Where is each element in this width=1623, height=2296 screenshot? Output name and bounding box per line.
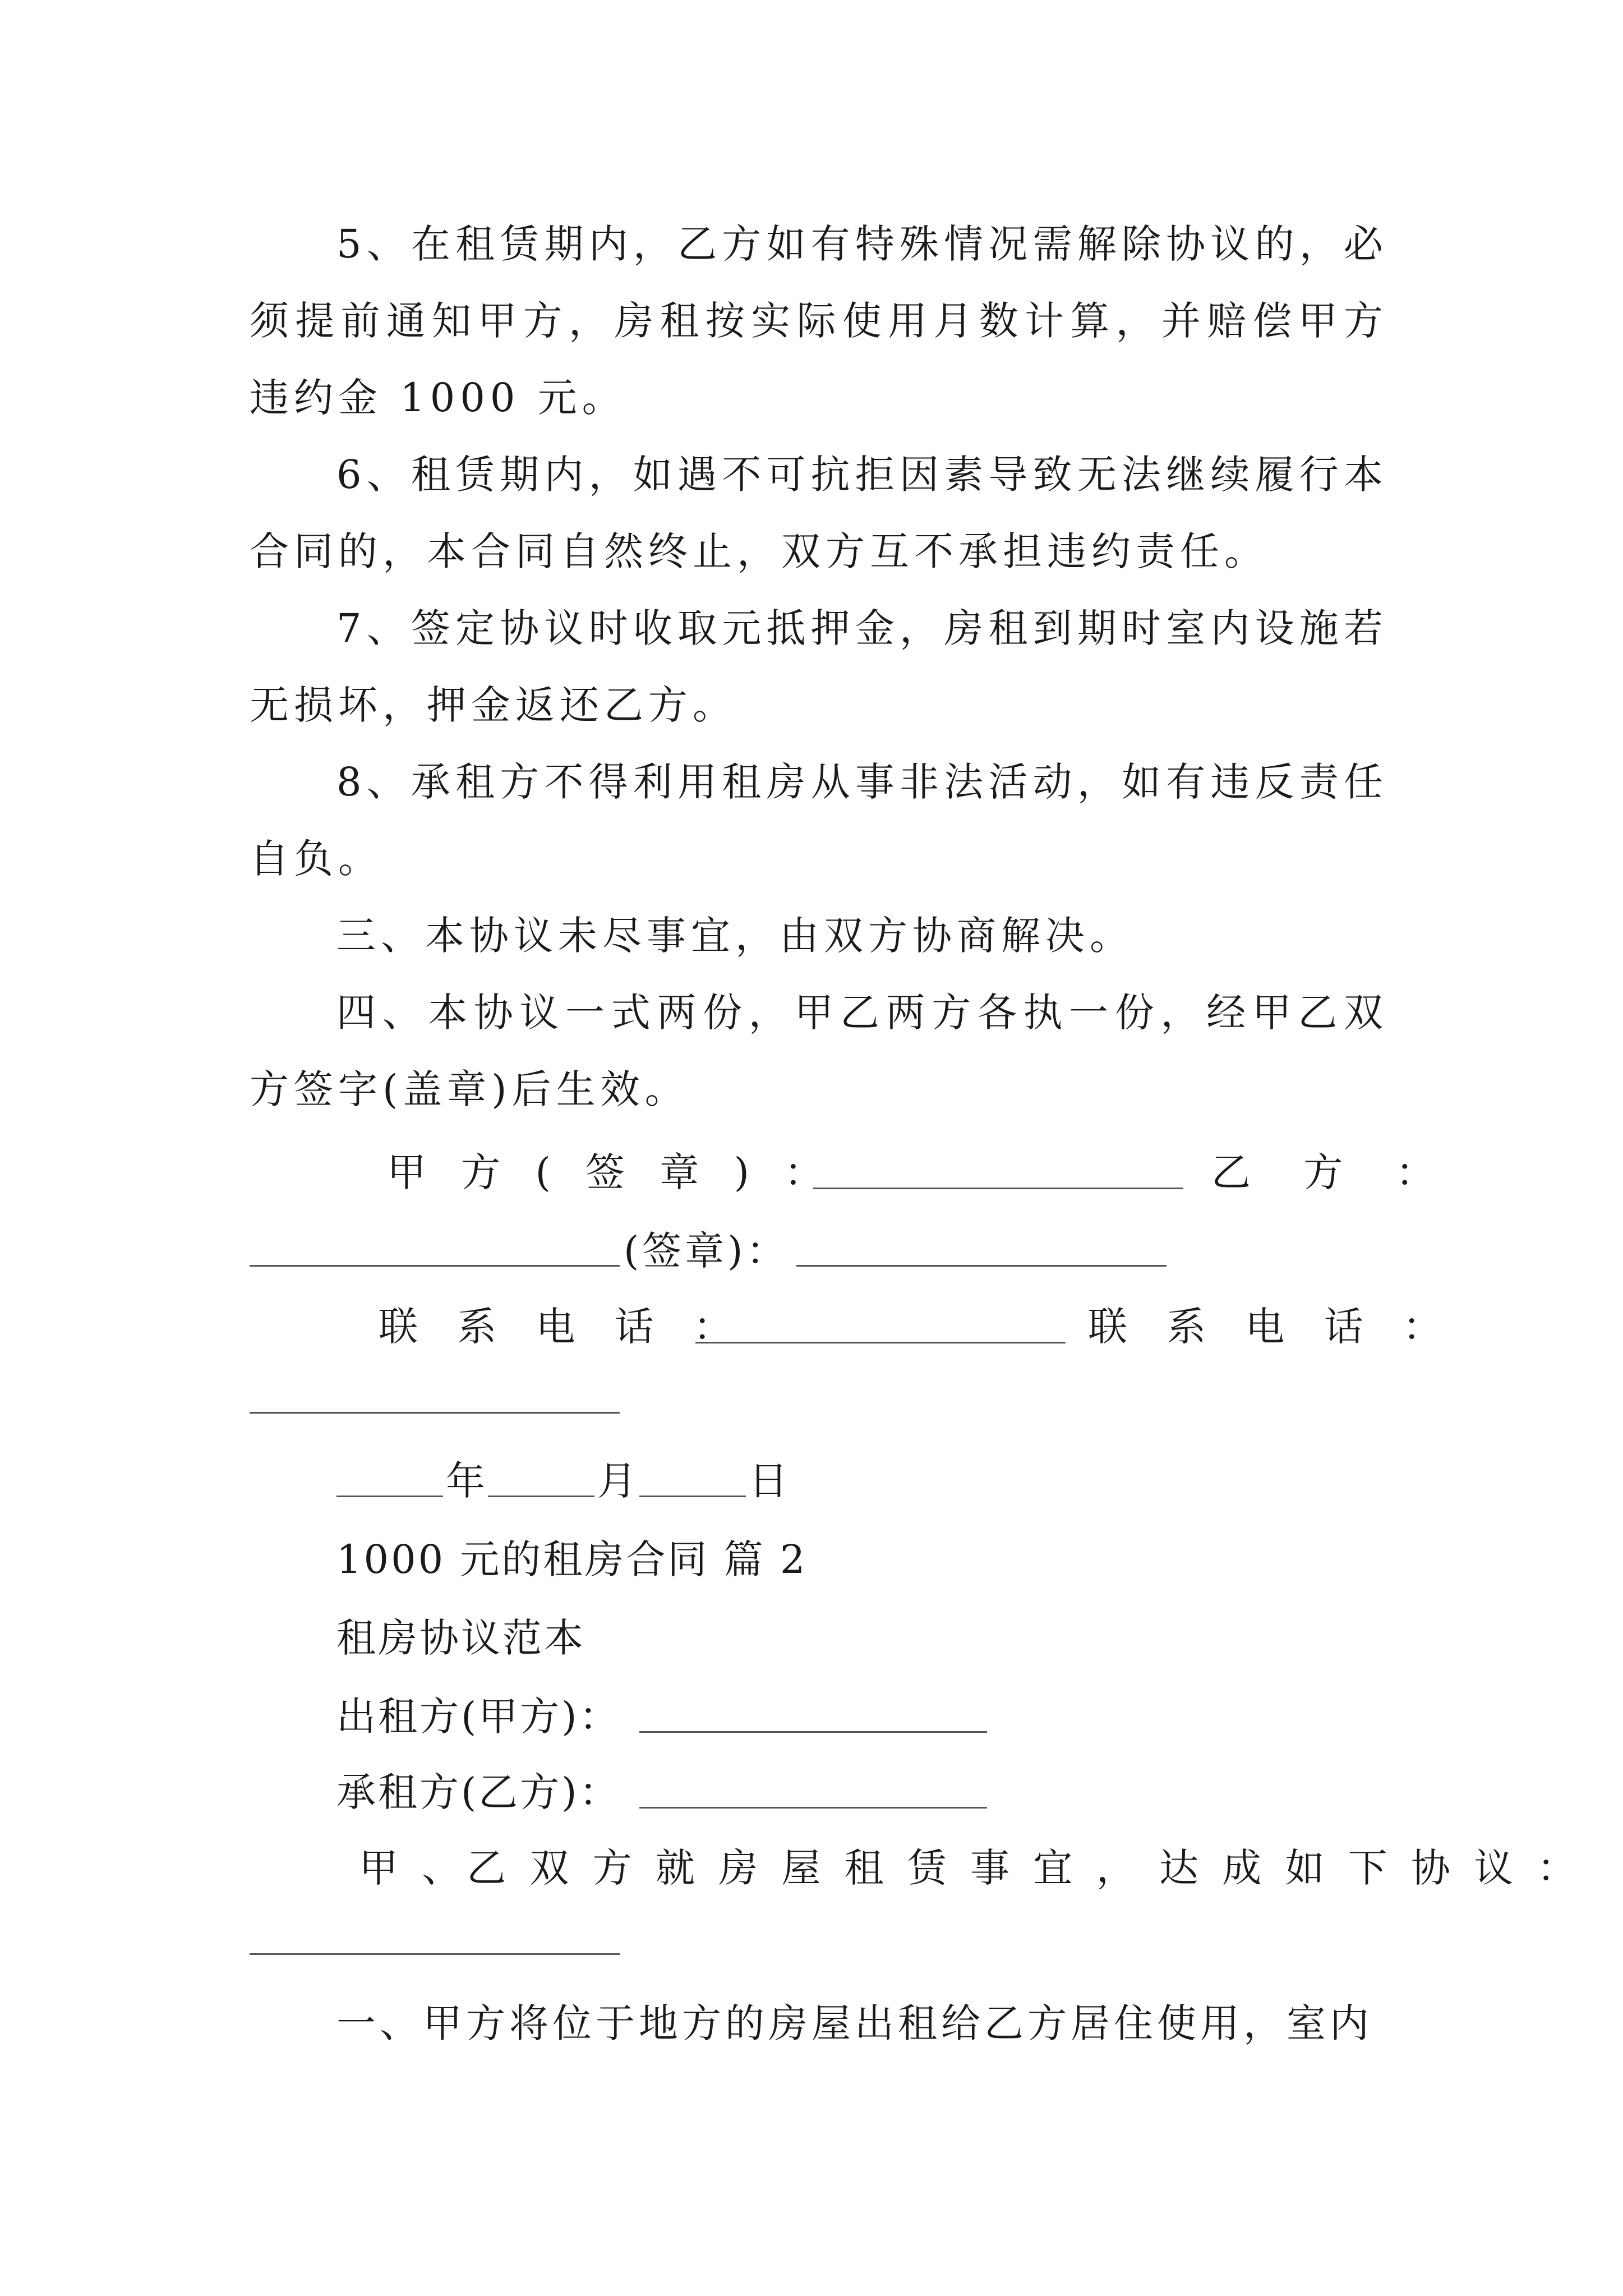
clause-8: 8、承租方不得利用租房从事非法活动，如有违反责任自负。: [250, 759, 1388, 882]
year-label: 年: [446, 1458, 485, 1504]
clause-7: 7、签定协议时收取元抵押金，房租到期时室内设施若无损坏，押金返还乙方。: [250, 605, 1388, 728]
party-a-signature-blank[interactable]: [813, 1150, 1183, 1189]
month-label: 月: [597, 1458, 637, 1504]
lessee-blank[interactable]: [639, 1770, 987, 1809]
day-label: 日: [749, 1458, 788, 1504]
phone-a-label: 联 系 电 话 ：: [379, 1304, 746, 1350]
agreement-intro-blank[interactable]: [250, 1924, 620, 1955]
clause-6: 6、租赁期内，如遇不可抗拒因素导致无法继续履行本合同的，本合同自然终止，双方互不承担违约责任。: [250, 452, 1388, 574]
section2-title: 租房协议范本: [336, 1615, 585, 1661]
agreement-intro: 甲 、乙 双 方 就 房 屋 租 赁 事 宜 ， 达 成 如 下 协 议 ：: [359, 1845, 1582, 1891]
phone-b-blank[interactable]: [250, 1383, 620, 1414]
section2-heading: 1000 元的租房合同 篇 2: [336, 1536, 808, 1582]
party-b-name-blank[interactable]: [250, 1228, 620, 1267]
clause-four: 四、本协议一式两份，甲乙两方各执一份，经甲乙双方签字(盖章)后生效。: [250, 990, 1388, 1112]
phone-b-label: 联 系 电 话 ：: [1088, 1304, 1456, 1350]
party-b-seal-blank[interactable]: [796, 1228, 1166, 1267]
clause-5: 5、在租赁期内，乙方如有特殊情况需解除协议的，必须提前通知甲方，房租按实际使用月数计算，并赔偿甲方违约金 1000 元。: [250, 221, 1388, 421]
party-b-label: 乙 方 ：: [1211, 1149, 1455, 1195]
year-blank[interactable]: [336, 1458, 443, 1497]
lessor-blank[interactable]: [639, 1694, 987, 1733]
section2-clause-1: 一、甲方将位于地方的房屋出租给乙方居住使用，室内: [336, 2000, 1373, 2046]
party-a-signature-row: [387, 1150, 834, 1195]
phone-a-blank[interactable]: [695, 1304, 1066, 1343]
lessee-label: 承租方(乙方)：: [336, 1769, 621, 1815]
day-blank[interactable]: [639, 1458, 746, 1497]
party-b-seal-label: (签章)：: [624, 1228, 789, 1274]
lessor-label: 出租方(甲方)：: [336, 1694, 621, 1740]
month-blank[interactable]: [488, 1458, 594, 1497]
party-a-label: 甲 方 ( 签 章 ) ：: [387, 1149, 835, 1195]
clause-three: 三、本协议未尽事宜，由双方协商解决。: [336, 913, 1134, 959]
